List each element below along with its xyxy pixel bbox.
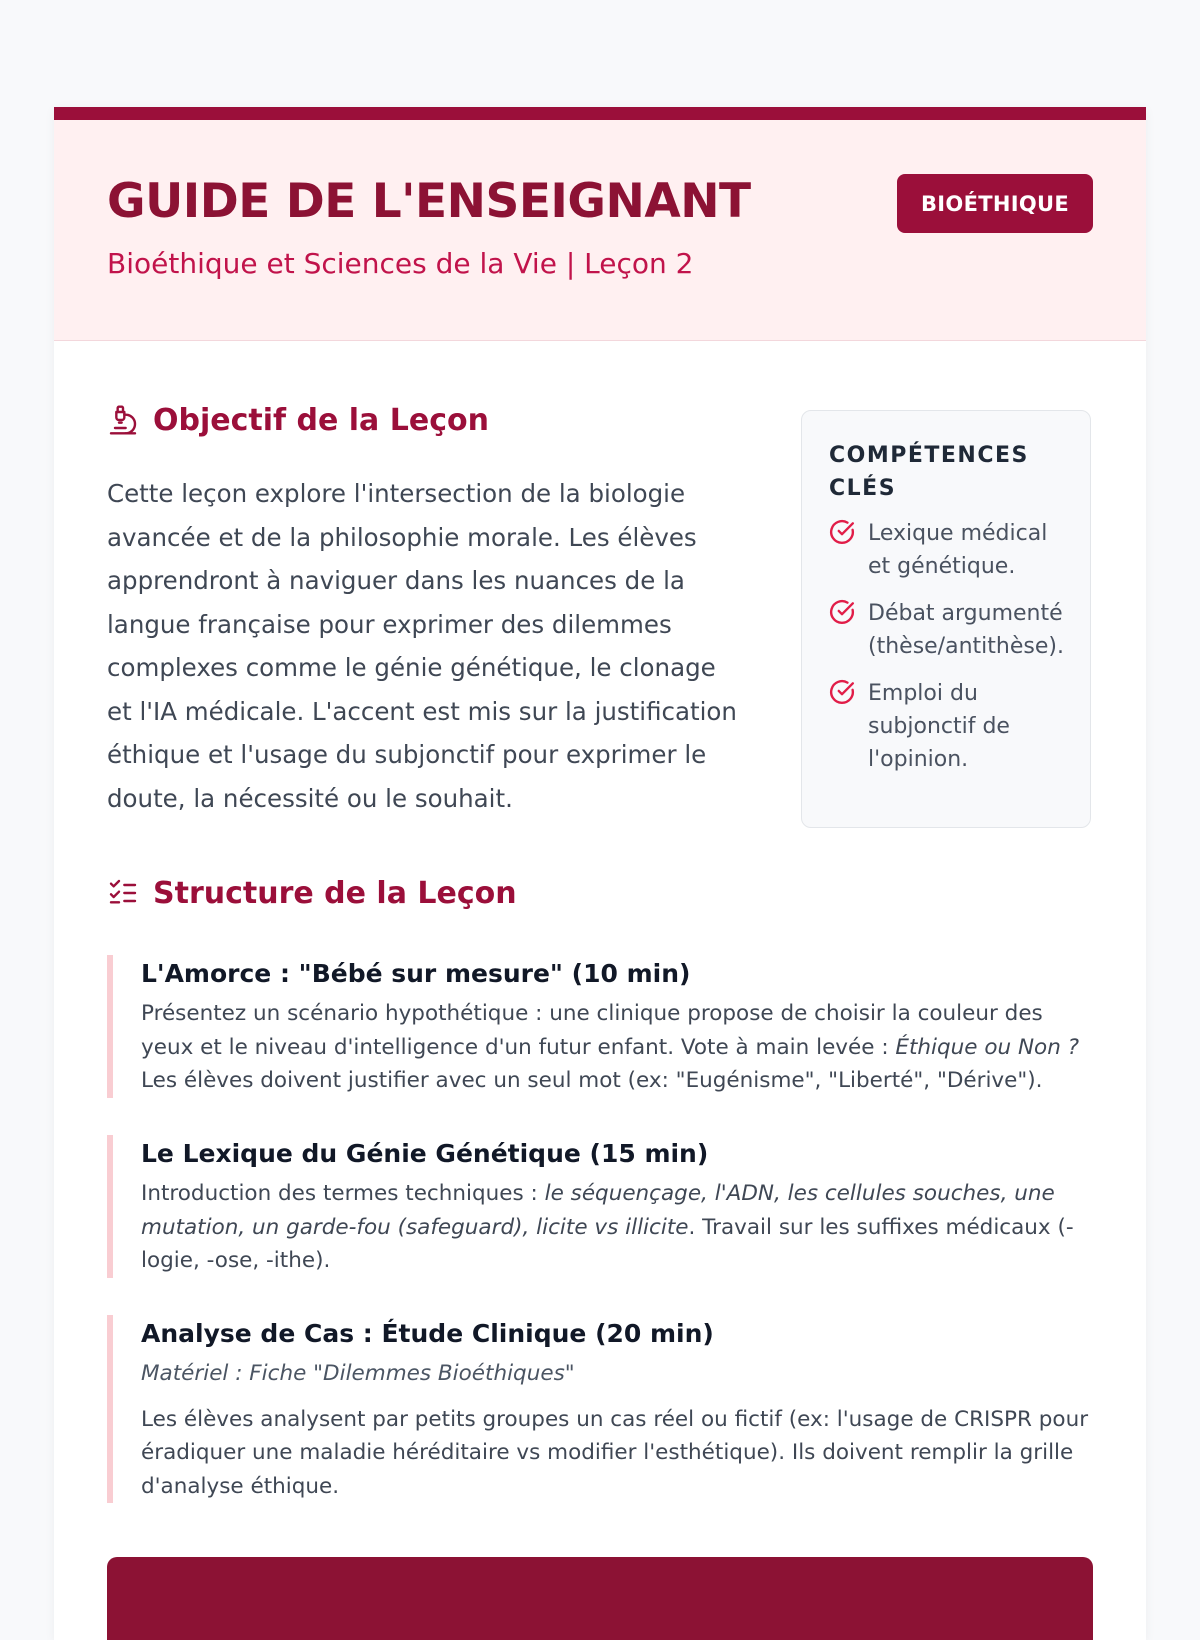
lesson-step xyxy=(107,955,1093,1098)
list-item xyxy=(829,677,1070,776)
check-circle-icon xyxy=(829,519,855,545)
step-title: L'Amorce : "Bébé sur mesure" (10 min) xyxy=(141,959,691,988)
list-item xyxy=(829,597,1070,663)
competences-box xyxy=(801,410,1091,828)
guide-header xyxy=(54,120,1146,341)
lesson-step xyxy=(107,1315,1093,1503)
step-text: . Travail sur les suffixes médicaux (-logie, -ose, -ithe). xyxy=(141,1214,1074,1273)
step-emphasis: Éthique ou Non ? xyxy=(895,1034,1080,1060)
step-title: Le Lexique du Génie Génétique (15 min) xyxy=(141,1139,709,1168)
competence-label: Débat argumenté (thèse/antithèse). xyxy=(868,601,1064,659)
objective-heading-label: Objectif de la Leçon xyxy=(153,402,489,438)
structure-heading-label: Structure de la Leçon xyxy=(153,875,517,911)
step-description: Les élèves analysent par petits groupes un cas réel ou fictif (ex: l'usage de CRISPR pour éradiquer une maladie héréditaire vs modifier l'esthétique). Ils doivent remplir la grille d'analyse éthique. xyxy=(141,1406,1089,1499)
step-description xyxy=(141,997,1093,1098)
structure-heading xyxy=(107,871,517,915)
check-circle-icon xyxy=(829,599,855,625)
step-text: Les élèves doivent justifier avec un seul mot (ex: "Eugénisme", "Liberté", "Dérive"). xyxy=(141,1068,1043,1093)
step-text: Introduction des termes techniques : xyxy=(141,1181,545,1206)
lesson-step xyxy=(107,1135,1093,1278)
objective-text: Cette leçon explore l'intersection de la biologie avancée et de la philosophie morale. Les élèves apprendront à naviguer dans les nuances de la langue française pour exprimer des dilemmes complexes comme le génie génétique, le clonage et l'IA médicale. L'accent est mis sur la justification éthique et l'usage du subjonctif pour exprimer le doute, la nécessité ou le souhait. xyxy=(107,479,737,813)
competences-title: COMPÉTENCES CLÉS xyxy=(829,443,1029,501)
checklist-icon xyxy=(107,877,139,909)
step-material: Matériel : Fiche "Dilemmes Bioéthiques" xyxy=(141,1361,575,1386)
objective-heading xyxy=(107,398,489,442)
step-text: Présentez un scénario hypothétique : une clinique propose de choisir la couleur des yeux et le niveau d'intelligence d'un futur enfant. Vote à main levée : xyxy=(141,1001,1043,1060)
step-emphasis: le séquençage, l'ADN, les cellules souches, une mutation, un garde-fou (safeguard), licite vs illicite xyxy=(141,1181,1055,1240)
step-description xyxy=(141,1177,1093,1278)
competence-label: Emploi du subjonctif de l'opinion. xyxy=(868,681,1010,772)
page-subtitle: Bioéthique et Sciences de la Vie | Leçon 2 xyxy=(107,247,694,280)
subject-badge: BIOÉTHIQUE xyxy=(897,174,1093,233)
competences-list xyxy=(829,517,1070,776)
list-item xyxy=(829,517,1070,583)
check-circle-icon xyxy=(829,679,855,705)
footer-banner xyxy=(107,1557,1093,1640)
competence-label: Lexique médical et génétique. xyxy=(868,521,1048,579)
lesson-guide-card xyxy=(54,107,1146,1640)
microscope-icon xyxy=(107,404,139,436)
step-title: Analyse de Cas : Étude Clinique (20 min) xyxy=(141,1319,714,1348)
page-title: GUIDE DE L'ENSEIGNANT xyxy=(107,174,751,229)
